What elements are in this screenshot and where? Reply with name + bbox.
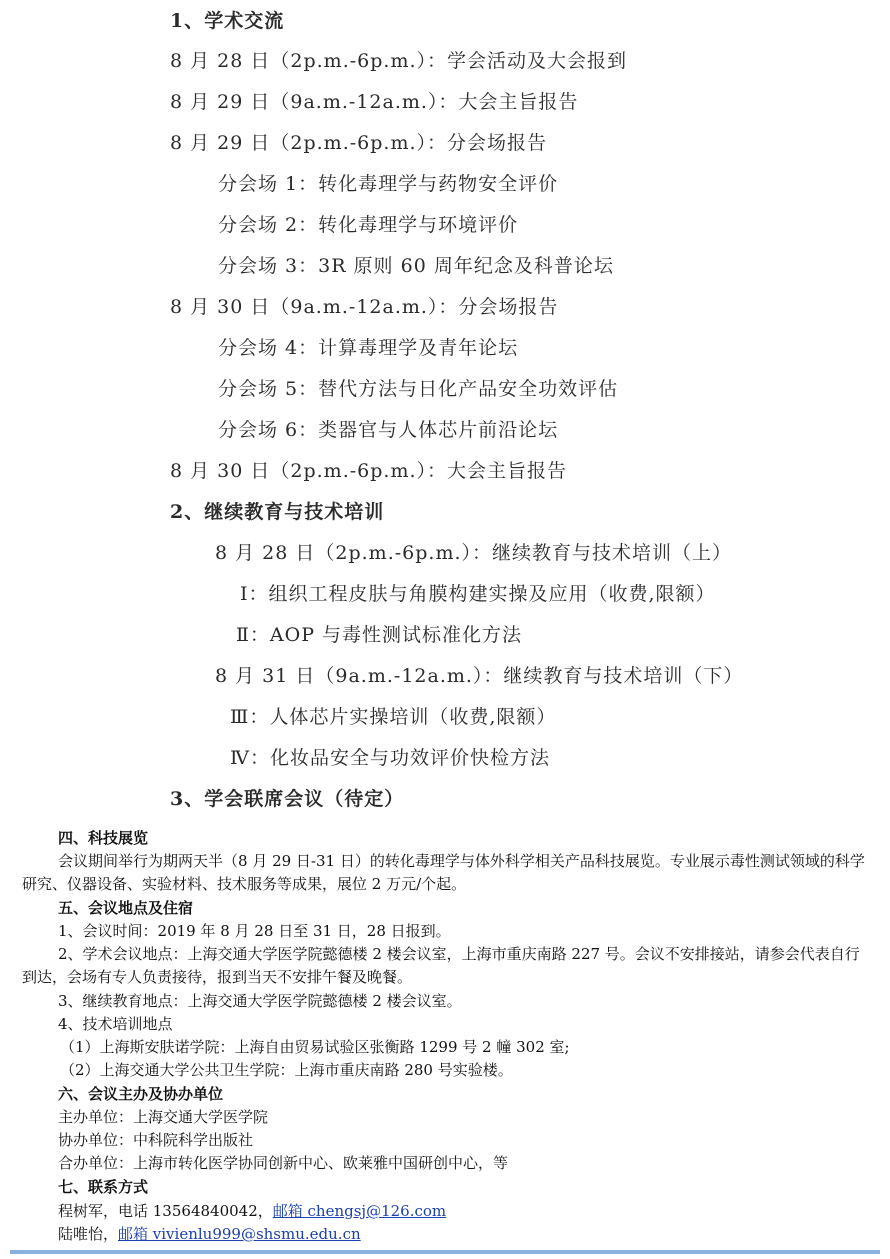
section7-heading: 七、联系方式 [58, 1178, 149, 1196]
academic-line: 8 月 30 日（9a.m.-12a.m.）：分会场报告 [170, 296, 559, 318]
academic-heading: 1、学术交流 [170, 10, 285, 32]
section4-heading: 四、科技展览 [58, 829, 149, 847]
academic-line: 分会场 6：类器官与人体芯片前沿论坛 [218, 419, 559, 441]
contact-2-name: 陆唯怡， [58, 1225, 119, 1243]
footer-rule [10, 1250, 880, 1254]
academic-line: 8 月 29 日（2p.m.-6p.m.）：分会场报告 [170, 132, 547, 154]
academic-line: 8 月 29 日（9a.m.-12a.m.）：大会主旨报告 [170, 91, 579, 113]
section5-subitem: （2）上海交通大学公共卫生学院：上海市重庆南路 280 号实验楼。 [60, 1061, 513, 1079]
section6-heading: 六、会议主办及协办单位 [58, 1085, 224, 1103]
section5-heading: 五、会议地点及住宿 [58, 899, 194, 917]
section5-item: 3、继续教育地点：上海交通大学医学院懿德楼 2 楼会议室。 [58, 992, 462, 1010]
academic-line: 分会场 2：转化毒理学与环境评价 [218, 214, 519, 236]
contact-1-email-link[interactable]: 邮箱 chengsj@126.com [272, 1202, 447, 1220]
training-heading: 2、继续教育与技术培训 [170, 501, 385, 523]
training-line: 8 月 28 日（2p.m.-6p.m.）：继续教育与技术培训（上） [215, 542, 732, 564]
contact-1 [58, 1200, 446, 1221]
host-unit: 主办单位：上海交通大学医学院 [58, 1108, 269, 1126]
contact-2-email-link[interactable]: 邮箱 vivienlu999@shsmu.edu.cn [118, 1225, 361, 1243]
training-line: 8 月 31 日（9a.m.-12a.m.）：继续教育与技术培训（下） [215, 665, 744, 687]
academic-line: 分会场 1：转化毒理学与药物安全评价 [218, 173, 559, 195]
academic-line: 分会场 5：替代方法与日化产品安全功效评估 [218, 378, 619, 400]
partner-unit: 合办单位：上海市转化医学协同创新中心、欧莱雅中国研创中心，等 [58, 1154, 509, 1172]
section5-subitem: （1）上海斯安肤诺学院：上海自由贸易试验区张衡路 1299 号 2 幢 302 室; [60, 1038, 570, 1056]
academic-line: 分会场 4：计算毒理学及青年论坛 [218, 337, 519, 359]
contact-2 [58, 1223, 361, 1244]
section5-item: 1、会议时间：2019 年 8 月 28 日至 31 日，28 日报到。 [58, 922, 451, 940]
academic-line: 8 月 28 日（2p.m.-6p.m.）：学会活动及大会报到 [170, 50, 627, 72]
section5-item: 2、学术会议地点：上海交通大学医学院懿德楼 2 楼会议室，上海市重庆南路 227 号。会议不安排接站，请参会代表自行到达，会场有专人负责接待，报到当天不安排午餐及晚餐。 [22, 945, 860, 986]
joint-meeting-heading: 3、学会联席会议（待定） [170, 788, 405, 810]
section4-body: 会议期间举行为期两天半（8 月 29 日-31 日）的转化毒理学与体外科学相关产品科技展览。专业展示毒性测试领域的科学研究、仪器设备、实验材料、技术服务等成果，展位 2 万元/个起。 [22, 852, 865, 893]
training-line: Ⅱ：AOP 与毒性测试标准化方法 [236, 624, 523, 646]
training-line: Ⅳ：化妆品安全与功效评价快检方法 [230, 747, 550, 769]
co-unit: 协办单位：中科院科学出版社 [58, 1131, 254, 1149]
training-line: Ⅰ：组织工程皮肤与角膜构建实操及应用（收费,限额） [240, 583, 716, 605]
academic-line: 分会场 3：3R 原则 60 周年纪念及科普论坛 [218, 255, 614, 277]
section5-item: 4、技术培训地点 [58, 1015, 173, 1033]
contact-1-name: 程树军，电话 13564840042， [58, 1202, 273, 1220]
training-line: Ⅲ：人体芯片实操培训（收费,限额） [230, 706, 557, 728]
academic-line: 8 月 30 日（2p.m.-6p.m.）：大会主旨报告 [170, 460, 567, 482]
